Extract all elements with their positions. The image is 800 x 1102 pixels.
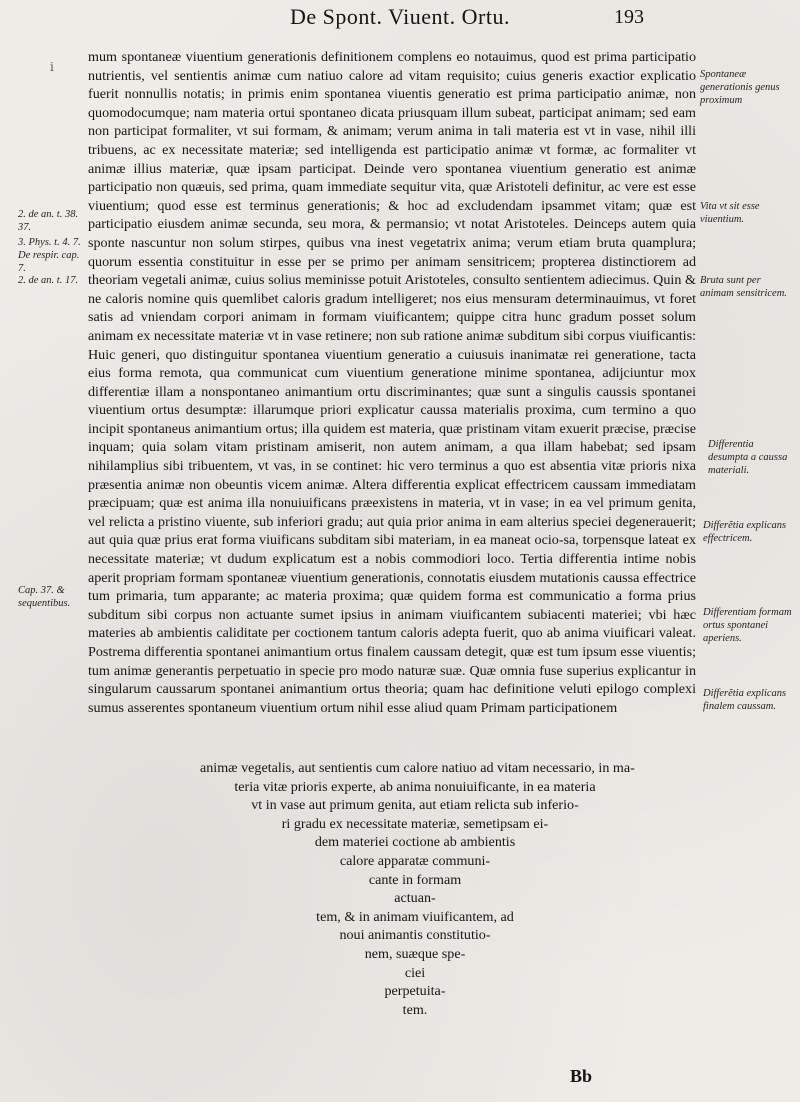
tail-line: noui animantis constitutio- <box>339 927 491 944</box>
margin-note-left: De respir. cap. 7. <box>18 250 80 274</box>
tail-line: perpetuita- <box>384 983 446 1000</box>
tail-line: tem. <box>402 1001 428 1018</box>
ink-mark: ⅰ <box>50 60 54 74</box>
margin-note-right: Differentia desumpta a caussa materiali. <box>708 439 788 476</box>
tail-line: ciei <box>404 964 426 981</box>
tail-line: tem, & in animam viuificantem, ad <box>316 908 514 925</box>
page-number: 193 <box>614 6 644 28</box>
tail-line: nem, suæque spe- <box>364 945 466 962</box>
main-text-block <box>88 48 696 717</box>
tail-line: ri gradu ex necessitate materiæ, semetipsam ei- <box>281 815 549 832</box>
margin-note-right: Differentiam formam ortus spontanei aperiens. <box>703 607 792 644</box>
margin-note-right: Spontaneæ generationis genus proximum <box>700 69 780 106</box>
tail-line: calore apparatæ communi- <box>339 852 491 869</box>
signature-mark: Bb <box>570 1066 593 1086</box>
margin-note-right: Vita vt sit esse viuentium. <box>700 201 760 225</box>
tail-line: dem materiei coctione ab ambientis <box>314 834 516 851</box>
tail-line: animæ vegetalis, aut sentientis cum calore natiuo ad vitam necessario, in ma- <box>200 760 635 776</box>
tail-line: actuan- <box>394 890 436 907</box>
tail-line: teria vitæ prioris experte, ab anima nonuiuificante, in ea materia <box>234 778 596 795</box>
margin-note-right: Differẽtia explicans effectricem. <box>703 520 787 544</box>
margin-note-left: 2. de an. t. 38. 37. <box>18 209 79 233</box>
margin-note-left: 3. Phys. t. 4. 7. <box>18 237 81 248</box>
tail-paragraph <box>200 759 635 1019</box>
tail-line: vt in vase aut primum genita, aut etiam relicta sub inferio- <box>251 797 579 814</box>
main-paragraph: mum spontaneæ viuentium generationis definitionem complens eo notauimus, quod est prima participatio nutrientis, vel sentientis animæ cum natiuo calore ad vitam requisito; cuius generis exactior explicatio fuerit nonnullis notatis; in primis enim spontanea viuentis generatio est prima participatio animæ, non quomodocumque; nam materia ortui spontaneo dicata priusquam illum subeat, participat animam; sed eam non participat formaliter, vt sui formam, & animam; verum anima in tali materia est vt in vase, nihil illi tribuens, ac ex necessitate materiæ; sed intelligenda est participatio animæ vt formæ, ac formaliter vt animæ illius materiæ, quæ ipsam participat. Deinde vero spontanea viuentium generatio est animæ participatio non quæuis, sed prima, quam immediate sequitur vita, quæ Aristoteli definitur, ac vere est esse viuentium; quod esse est terminus generationis; & hoc ad excludendam ipsammet vitam; quæ est participatio eiusdem animæ secunda, seu mora, & permansio; vt notat Aristoteles. Deinceps autem quia sponte nascuntur non solum stirpes, quibus vna inest vegetatrix anima; verum etiam bruta quamplura; quorum essentia constituitur in esse per se primo per animam sensitricem; propterea distinctiorem ad theoriam vegetali animæ, cuius solius meminisse potuit Aristoteles, consulto sentientem adiecimus. Quin & ne caloris nomine quis quemlibet caloris gradum intelligeret; nos eius mensuram determinauimus, vt foret satis ad vniendam corpori animam in formam viuificantem; quippe citra hunc gradum posset solum animam ex necessitate materiæ vt in vase retinere; non sub ratione animæ subditum sibi corpus viuificantis: Huic generi, quo distinguitur spontanea viuentium generatio a cuiusuis inanimatæ rei generatione, tacta eius forma remota, qua communicat cum viuentium generatione minime spontanea, adijciuntur mox differentiæ illam a nonspontaneo animantium ortu discriminantes; quæ sunt a singulis caussis spontanei viuentium ortus desumptæ: illarumque priori explicatur caussa materialis proxima, cum termino a quo incipit spontaneus animantium ortus; illa quidem est materia, quæ pristinam vitam exuerit præcise, præcise inquam; quia solam vitam pristinam amiserit, non autem animam, a qua illam habebat; sed ipsam nihilamplius sibi tribuentem, vt vas, in se continet: hic vero terminus a quo est absentia vitæ prioris nixa præsentia animæ non obeuntis vicem animæ. Altera differentia explicat effectricem caussam immediatam præcipuam; quæ est anima illa nonuiuificans præexistens in materia, vt in vase; in ea vel primum genita, vel relicta a pristino viuente, sub inferiori gradu; aut quia prior anima in eam alterius speciei degenerauerit; aut quia quæ prius erat forma viuificans subditam sibi materiam, in ea maneat ocio-sa, torpensque lateat ex necessitate materiæ; vt dudum explicatum est a nobis commodiori loco. Tertia differentia intime nobis aperit propriam formam spontaneæ viuentium generationis, connotatis eiusdem mutationis caussa effectrice tum primaria, tum apparante; ac materia proxima; quæ quidem forma est communicatio a forma prius subditum sibi corpus non actuante sumet ipsius in animam viuificantem subiacenti materiei; vbi hæc materies ab ambientis caliditate per coctionem tantum caloris adepta fuerit, quo ab anima viuificari valeat. Postrema differentia spontanei animantium ortus finalem caussam detegit, quæ est tum ipsum esse viuentis; tum animæ generantis perpetuatio in specie pro modo naturæ suæ. Quæ omnia fuse superius explicantur in singularum caussarum spontanei animantium ortus theoria; quam hac definitione veluti epilogo complexi sumus asserentes spontaneum viuentium ortum nihil esse aliud quam Primam participationem <box>88 49 696 716</box>
tail-line: cante in formam <box>368 871 462 888</box>
running-head: De Spont. Viuent. Ortu. <box>290 4 510 29</box>
margin-note-right: Differẽtia explicans finalem caussam. <box>703 688 787 712</box>
margin-note-left: 2. de an. t. 17. <box>18 275 79 286</box>
margin-note-right: Bruta sunt per animam sensitricem. <box>700 275 787 299</box>
margin-note-left: Cap. 37. & sequentibus. <box>18 585 71 609</box>
